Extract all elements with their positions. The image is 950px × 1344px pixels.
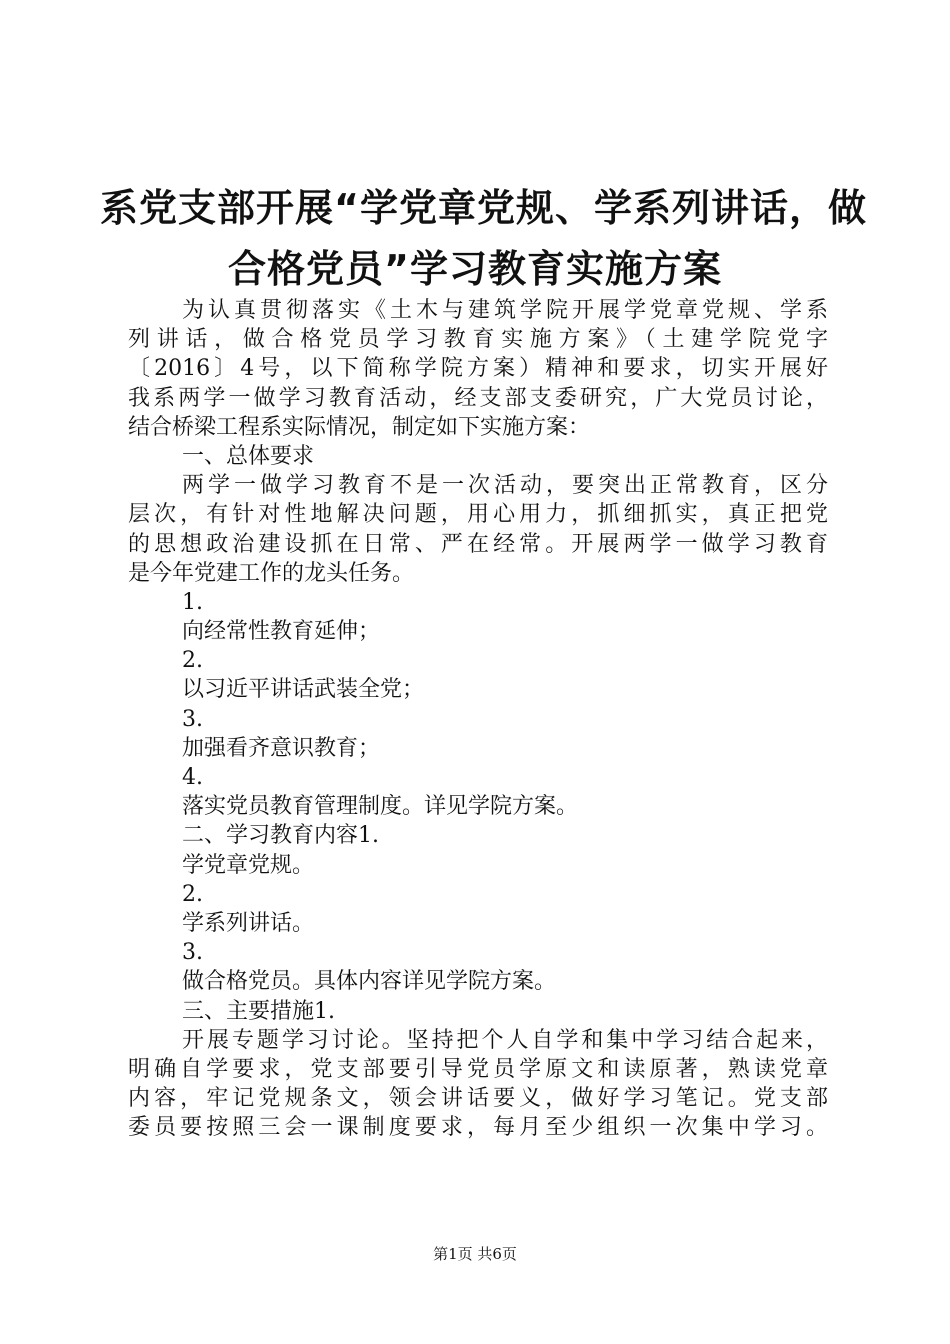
paragraph-line: 我系两学一做学习教育活动，经支部支委研究，广大党员讨论， [128, 385, 828, 411]
page-number-footer: 第1页 共6页 [433, 1245, 517, 1263]
paragraph-line: 的思想政治建设抓在日常、严在经常。开展两学一做学习教育 [128, 531, 828, 557]
paragraph-line: 结合桥梁工程系实际情况，制定如下实施方案： [128, 414, 591, 440]
list-item: 以习近平讲话武装全党； [182, 677, 425, 703]
section-heading: 三、主要措施1. [182, 998, 335, 1024]
list-number: 4. [182, 765, 203, 790]
section-heading: 二、学习教育内容1. [182, 823, 379, 849]
paragraph-line: 层次，有针对性地解决问题，用心用力，抓细抓实，真正把党 [128, 502, 828, 528]
paragraph-line: 为认真贯彻落实《土木与建筑学院开展学党章党规、学系 [182, 298, 828, 323]
document-title-line-1: 系党支部开展“学党章党规、学系列讲话，做 [100, 186, 867, 230]
list-item: 加强看齐意识教育； [182, 735, 381, 761]
document-body [128, 296, 828, 1142]
list-number: 2. [182, 648, 203, 674]
list-item: 学系列讲话。 [182, 910, 315, 936]
document-title-line-2: 合格党员”学习教育实施方案 [228, 247, 722, 291]
list-number: 1. [182, 589, 203, 615]
list-number: 2. [182, 881, 203, 907]
paragraph-line: 列讲话，做合格党员学习教育实施方案》（土建学院党字 [128, 327, 828, 353]
list-number: 3. [182, 940, 203, 966]
paragraph-line: 开展专题学习讨论。坚持把个人自学和集中学习结合起来， [182, 1027, 828, 1053]
list-number: 3. [182, 706, 203, 732]
list-item: 做合格党员。具体内容详见学院方案。 [182, 969, 557, 995]
list-item: 向经常性教育延伸； [182, 619, 381, 645]
paragraph-line: 内容，牢记党规条文，领会讲话要义，做好学习笔记。党支部 [128, 1086, 828, 1112]
section-heading: 一、总体要求 [182, 443, 315, 469]
paragraph-line: 明确自学要求，党支部要引导党员学原文和读原著，熟读党章 [128, 1056, 828, 1082]
paragraph-line: 两学一做学习教育不是一次活动，要突出正常教育，区分 [182, 473, 828, 499]
paragraph-line: 是今年党建工作的龙头任务。 [128, 560, 415, 586]
list-item: 学党章党规。 [182, 852, 315, 878]
paragraph-line: 委员要按照三会一课制度要求，每月至少组织一次集中学习。 [128, 1115, 828, 1141]
paragraph-line: 〔2016〕4号，以下简称学院方案）精神和要求，切实开展好 [128, 356, 828, 382]
list-item: 落实党员教育管理制度。详见学院方案。 [182, 794, 579, 820]
